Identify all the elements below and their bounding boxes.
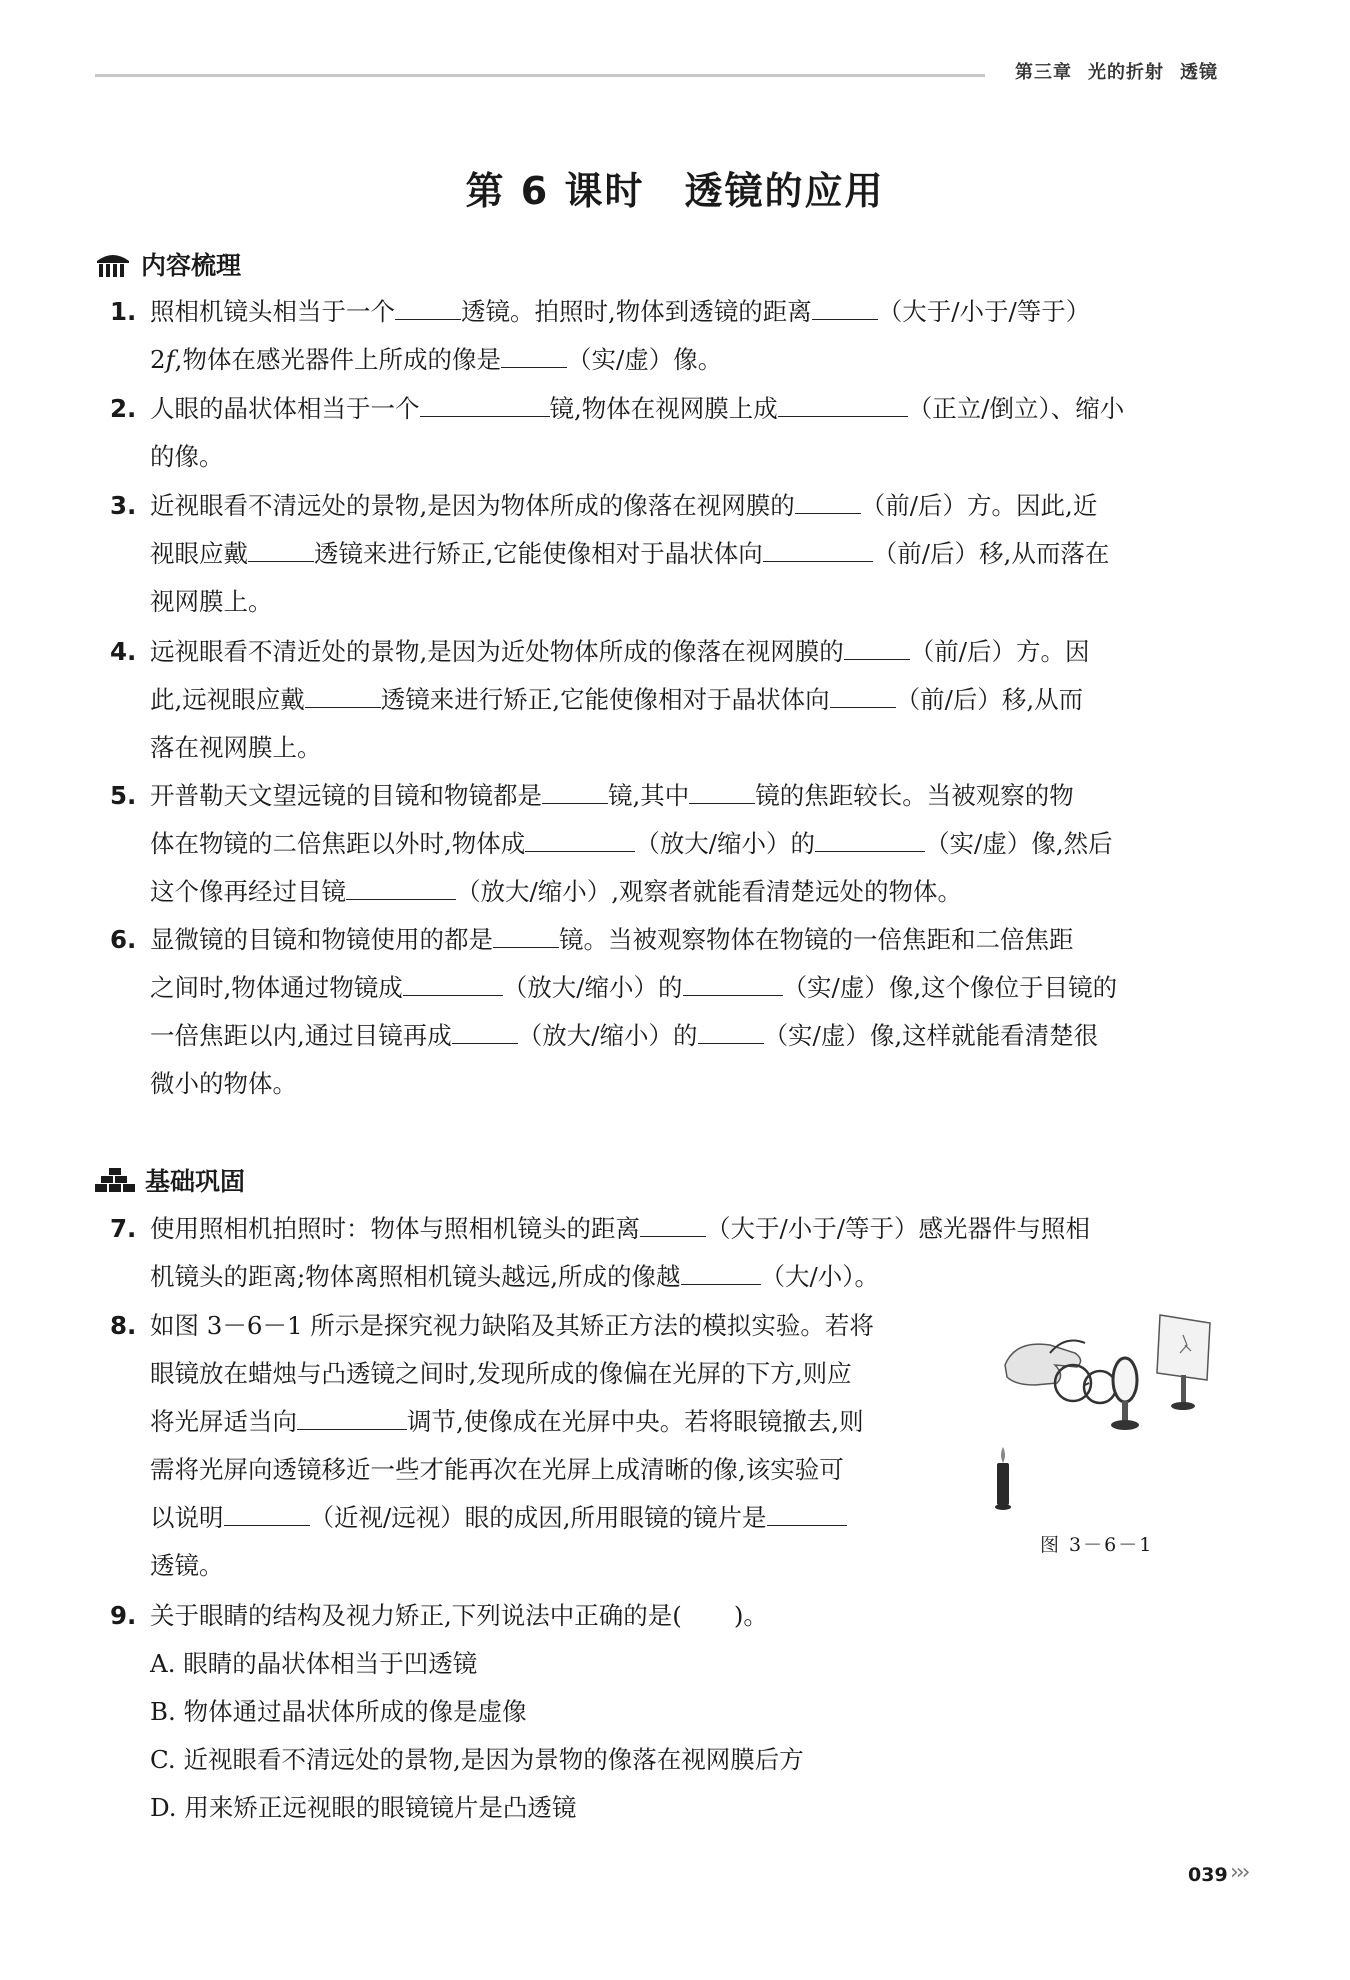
question-4: 4. 远视眼看不清近处的景物,是因为近处物体所成的像落在视网膜的 （前/后）方。因 此,远视眼应戴 透镜来进行矫正,它能使像相对于晶状体向 （前/后）移,从而 落在视网膜上。 xyxy=(110,628,1215,772)
header-rule xyxy=(95,74,985,77)
option-c[interactable]: C. 近视眼看不清远处的景物,是因为景物的像落在视网膜后方 xyxy=(150,1745,804,1774)
header-topic: 透镜 xyxy=(1180,62,1218,83)
answer-blank[interactable] xyxy=(681,1258,761,1285)
question-number: 4. xyxy=(110,637,137,666)
question-7: 7. 使用照相机拍照时：物体与照相机镜头的距离 （大于/小于/等于）感光器件与照相 机镜头的距离;物体离照相机镜头越远,所成的像越 （大/小）。 xyxy=(110,1205,1215,1301)
answer-blank[interactable] xyxy=(297,1403,407,1430)
answer-blank[interactable] xyxy=(830,681,896,708)
stacked-blocks-icon xyxy=(95,1166,135,1194)
question-number: 8. xyxy=(110,1311,137,1340)
answer-blank[interactable] xyxy=(683,969,783,996)
answer-blank[interactable] xyxy=(395,293,461,320)
answer-blank[interactable] xyxy=(403,969,503,996)
screen-icon xyxy=(1157,1315,1210,1410)
answer-blank[interactable] xyxy=(767,1499,847,1526)
answer-blank[interactable] xyxy=(542,777,608,804)
question-1: 1. 照相机镜头相当于一个 透镜。拍照时,物体到透镜的距离 （大于/小于/等于） 2f,物体在感光器件上所成的像是 （实/虚）像。 xyxy=(110,288,1215,384)
answer-blank[interactable] xyxy=(844,633,910,660)
question-5: 5. 开普勒天文望远镜的目镜和物镜都是 镜,其中 镜的焦距较长。当被观察的物 体在物镜的二倍焦距以外时,物体成 （放大/缩小）的 （实/虚）像,然后 这个像再经过目镜 （放大/缩小）,观察者就能看清楚远处的物体。 xyxy=(110,772,1215,916)
question-6: 6. 显微镜的目镜和物镜使用的都是 镜。当被观察物体在物镜的一倍焦距和二倍焦距 之间时,物体通过物镜成 （放大/缩小）的 （实/虚）像,这个像位于目镜的 一倍焦距以内,通过目镜再成 （放大/缩小）的 （实/虚）像,这样就能看清楚很 微小的物体。 xyxy=(110,916,1215,1108)
question-number: 1. xyxy=(110,297,137,326)
option-a[interactable]: A. 眼睛的晶状体相当于凹透镜 xyxy=(150,1649,478,1678)
answer-blank[interactable] xyxy=(346,873,456,900)
page-title: 第 6 课时 透镜的应用 xyxy=(465,169,885,213)
answer-blank[interactable] xyxy=(525,825,635,852)
answer-blank[interactable] xyxy=(248,535,314,562)
answer-blank[interactable] xyxy=(501,341,567,368)
running-header xyxy=(999,58,1218,84)
figure-caption: 图 3－6－1 xyxy=(1040,1534,1154,1556)
header-chapter: 第三章 xyxy=(1015,62,1072,83)
section-heading-content xyxy=(95,246,241,282)
hand-holding-glasses-icon xyxy=(1005,1341,1116,1403)
candle-icon xyxy=(995,1447,1011,1510)
answer-blank[interactable] xyxy=(640,1210,706,1237)
convex-lens-icon xyxy=(1111,1358,1139,1430)
answer-blank[interactable] xyxy=(452,1017,518,1044)
question-number: 5. xyxy=(110,781,137,810)
section-label: 内容梳理 xyxy=(141,251,242,280)
section-heading-basics xyxy=(95,1162,245,1198)
option-b[interactable]: B. 物体通过晶状体所成的像是虚像 xyxy=(150,1697,527,1726)
page-arrows-icon: ››› xyxy=(1230,1860,1248,1885)
question-number: 7. xyxy=(110,1214,137,1243)
answer-blank[interactable] xyxy=(812,293,878,320)
question-2: 2. 人眼的晶状体相当于一个 镜,物体在视网膜上成 （正立/倒立）、缩小 的像。 xyxy=(110,385,1215,481)
answer-blank[interactable] xyxy=(778,390,908,417)
question-8: 8. 如图 3－6－1 所示是探究视力缺陷及其矫正方法的模拟实验。若将 眼镜放在蜡烛与凸透镜之间时,发现所成的像偏在光屏的下方,则应 将光屏适当向 调节,使像成在光屏中央。若将眼镜撤去,则 需将光屏向透镜移近一些才能再次在光屏上成清晰的像,该实验可 以说明 （近视/远视）眼的成因,所用眼镜的镜片是 透镜。 xyxy=(110,1302,970,1590)
option-d[interactable]: D. 用来矫正远视眼的眼镜镜片是凸透镜 xyxy=(150,1793,577,1822)
answer-blank[interactable] xyxy=(763,535,873,562)
answer-blank[interactable] xyxy=(305,681,381,708)
columns-icon xyxy=(95,249,131,279)
header-subject: 光的折射 xyxy=(1088,62,1164,83)
answer-blank[interactable] xyxy=(493,921,559,948)
page-number: 039 xyxy=(1188,1864,1228,1886)
question-number: 2. xyxy=(110,394,137,423)
question-number: 9. xyxy=(110,1601,137,1630)
answer-blank[interactable] xyxy=(698,1017,764,1044)
question-3: 3. 近视眼看不清远处的景物,是因为物体所成的像落在视网膜的 （前/后）方。因此,近 视眼应戴 透镜来进行矫正,它能使像相对于晶状体向 （前/后）移,从而落在 视网膜上。 xyxy=(110,482,1215,626)
section-label: 基础巩固 xyxy=(145,1167,246,1196)
question-9: 9. 关于眼睛的结构及视力矫正,下列说法中正确的是( )。 xyxy=(110,1592,1215,1640)
question-number: 3. xyxy=(110,491,137,520)
question-number: 6. xyxy=(110,925,137,954)
answer-blank[interactable] xyxy=(795,487,861,514)
answer-blank[interactable] xyxy=(224,1499,310,1526)
answer-blank[interactable] xyxy=(420,390,550,417)
answer-blank[interactable] xyxy=(815,825,925,852)
answer-blank[interactable] xyxy=(689,777,755,804)
experiment-figure xyxy=(995,1305,1220,1535)
